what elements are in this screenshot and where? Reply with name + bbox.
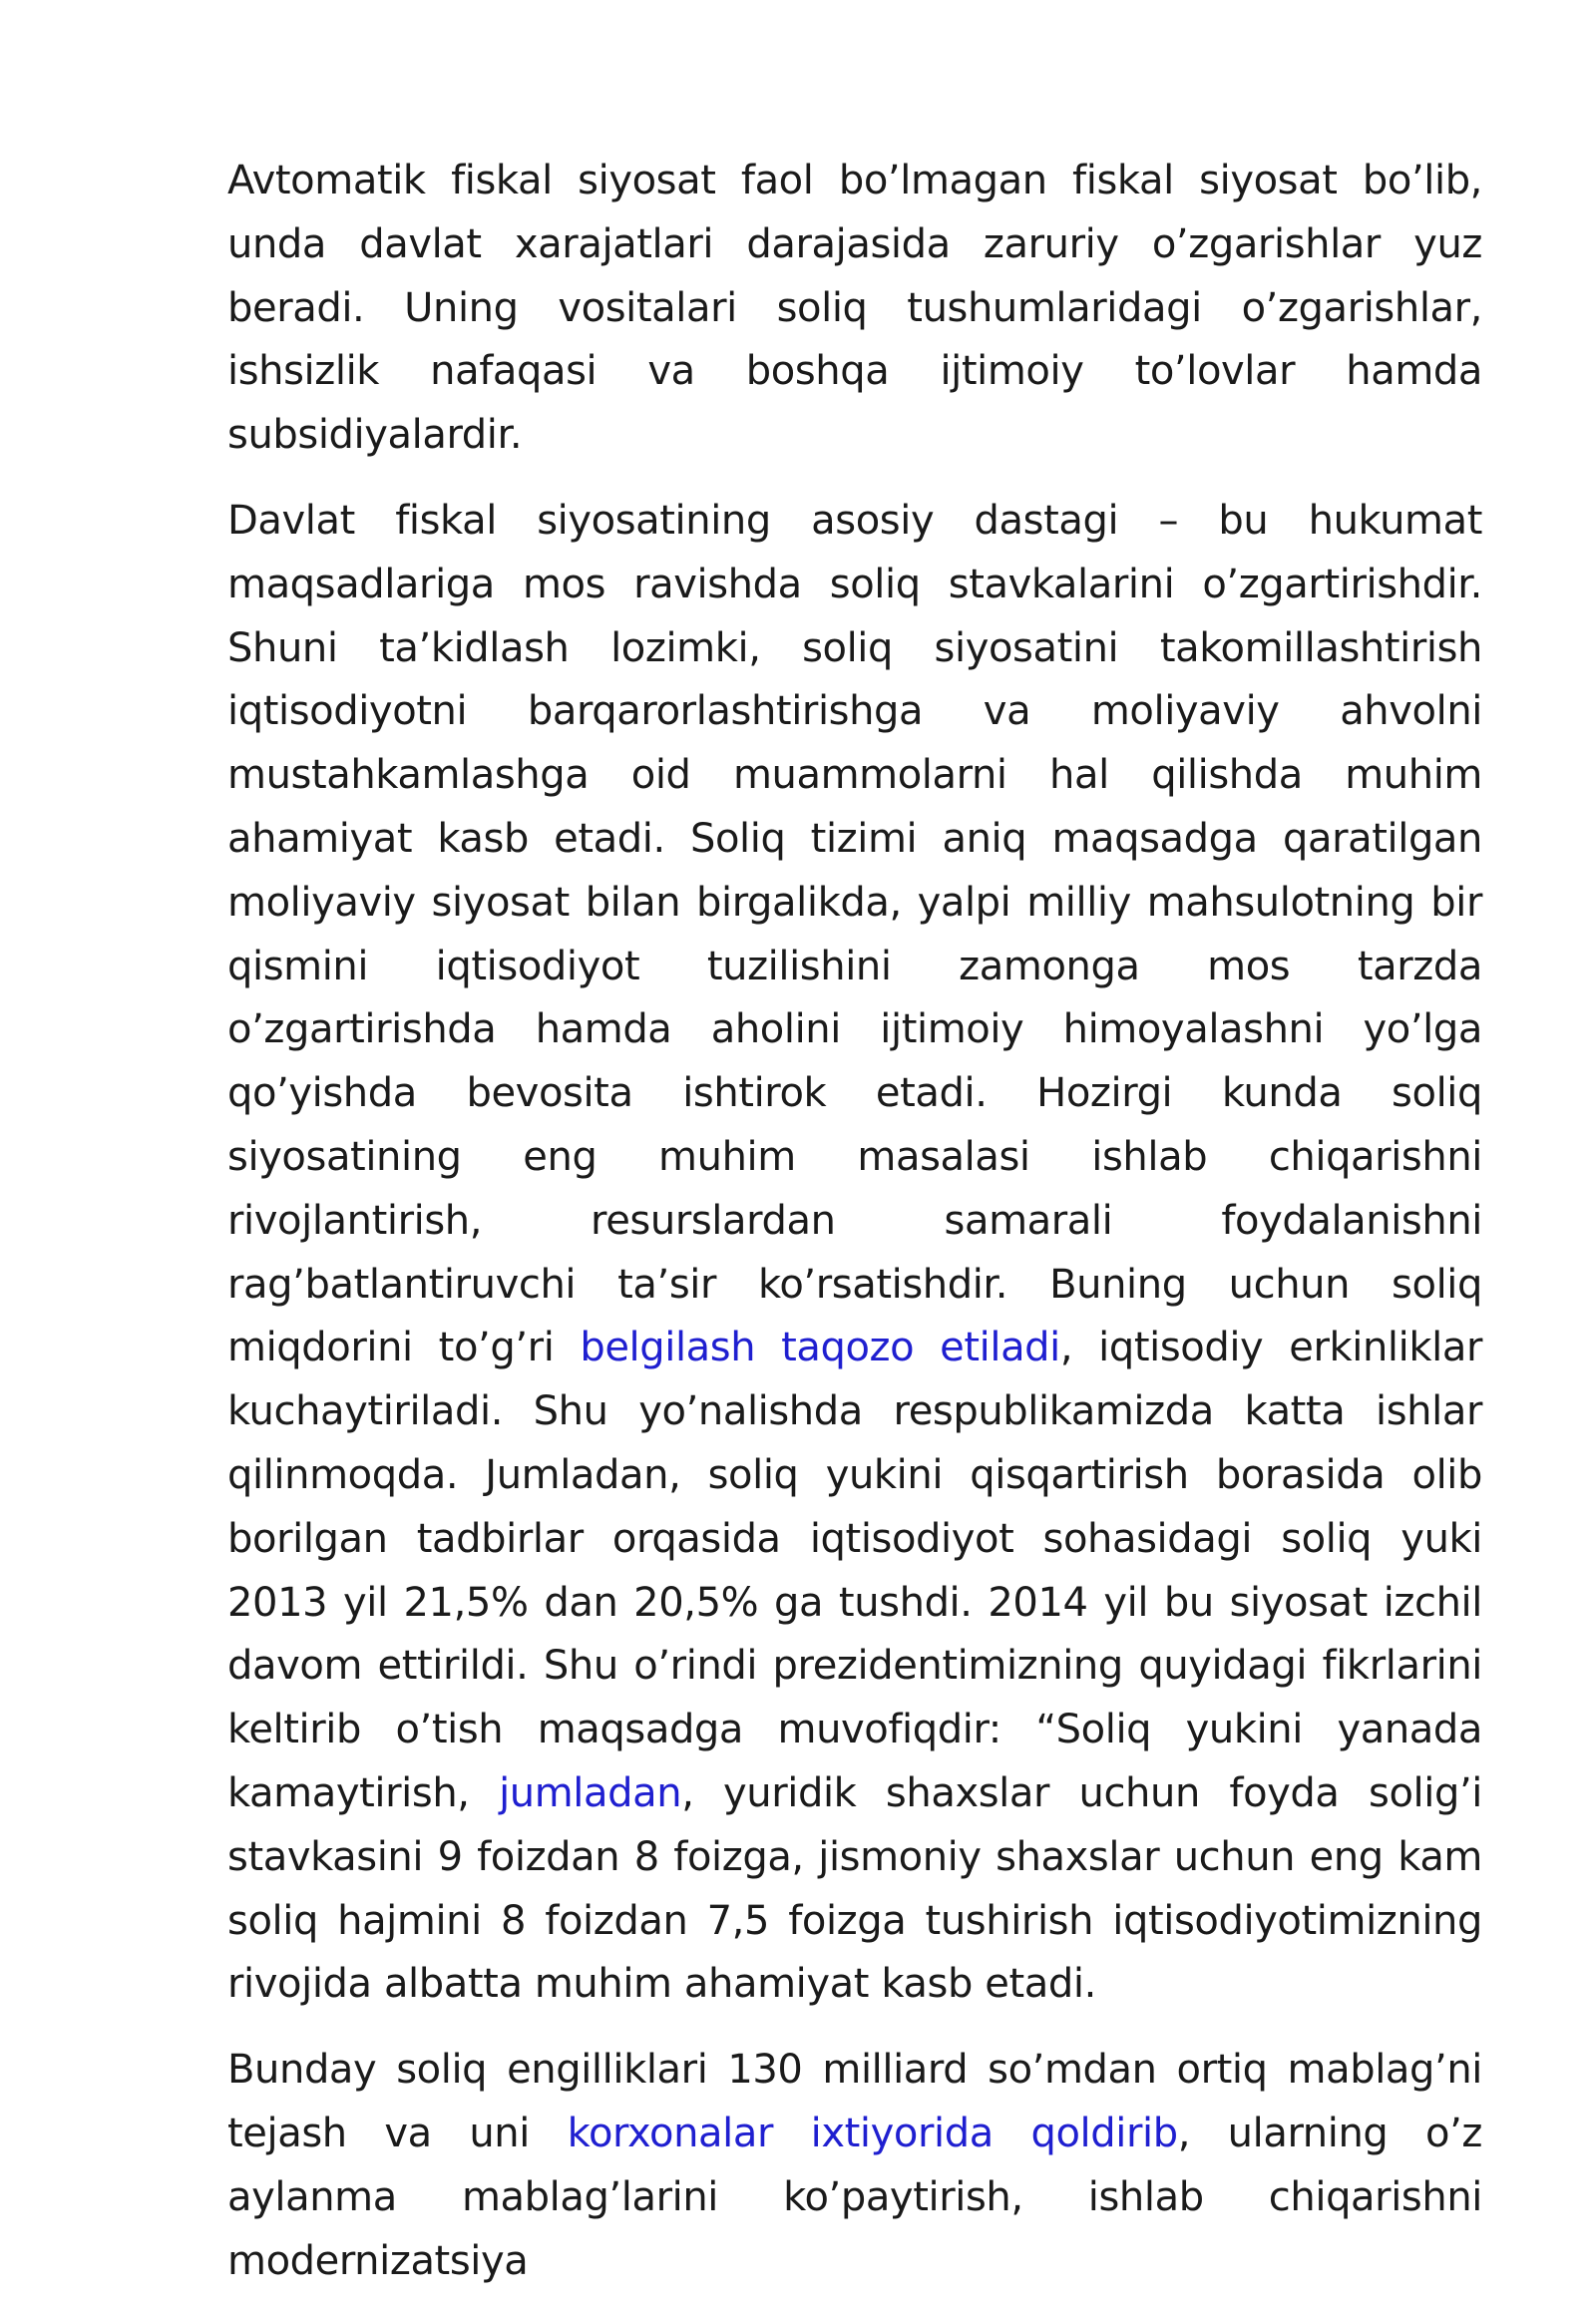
paragraph-3 xyxy=(227,2039,1482,2293)
paragraph-2-text-part-1: Davlat fiskal siyosatining asosiy dastagi – bu hukumat maqsadlariga mos ravishda soliq stavkalarini o’zgartirishdir. Shuni ta’kidlash lozimki, soliq siyosatini takomillashtirish iqtisodiyotni barqarorlashtirishga va moliyaviy ahvolni mustahkamlashga oid muammolarni hal qilishda muhim ahamiyat kasb etadi. Soliq tizimi aniq maqsadga qaratilgan moliyaviy siyosat bilan birgalikda, yalpi milliy mahsulotning bir qismini iqtisodiyot tuzilishini zamonga mos tarzda o’zgartirishda hamda aholini ijtimoiy himoyalashni yo’lga qo’yishda bevosita ishtirok etadi. Hozirgi kunda soliq siyosatining eng muhim masalasi ishlab chiqarishni rivojlantirish, resurslardan samarali foydalanishni rag’batlantiruvchi ta’sir ko’rsatishdir. Buning uchun soliq miqdorini to’g’ri xyxy=(227,497,1482,1371)
paragraph-2-text-part-2: , iqtisodiy erkinliklar kuchaytiriladi. Shu yo’nalishda respublikamizda katta ishlar qilinmoqda. Jumladan, soliq yukini qisqartirish borasida olib borilgan tadbirlar orqasida iqtisodiyot sohasidagi soliq yuki 2013 yil 21,5% dan 20,5% ga tushdi. 2014 yil bu siyosat izchil davom ettirildi. Shu o’rindi prezidentimizning quyidagi fikrlarini keltirib o’tish maqsadga muvofiqdir: “Soliq yukini yanada kamaytirish, xyxy=(227,1325,1482,1816)
paragraph-2 xyxy=(227,490,1482,2017)
paragraph-1 xyxy=(227,150,1482,468)
paragraph-2-text-part-3: , yuridik shaxslar uchun foyda solig’i stavkasini 9 foizdan 8 foizga, jismoniy shaxslar uchun eng kam soliq hajmini 8 foizdan 7,5 foizga tushirish iqtisodiyotimizning rivojida albatta muhim ahamiyat kasb etadi. xyxy=(227,1769,1482,2008)
document-body xyxy=(227,150,1482,2315)
paragraph-1-text: Avtomatik fiskal siyosat faol bo’lmagan fiskal siyosat bo’lib, unda davlat xarajatlari darajasida zaruriy o’zgarishlar yuz beradi. Uning vositalari soliq tushumlaridagi o’zgarishlar, ishsizlik nafaqasi va boshqa ijtimoiy to’lovlar hamda subsidiyalardir. xyxy=(227,158,1482,459)
hyperlink-korxonalar-ixtiyorida-qoldirib[interactable]: korxonalar ixtiyorida qoldirib xyxy=(567,2110,1178,2156)
hyperlink-belgilash-taqozo-etiladi[interactable]: belgilash taqozo etiladi xyxy=(580,1325,1060,1371)
hyperlink-jumladan[interactable]: jumladan xyxy=(499,1769,682,1816)
paragraph-3-text-part-1: Bunday soliq engilliklari 130 milliard so’mdan ortiq mablag’ni tejash va uni xyxy=(227,2047,1482,2156)
paragraph-3-text-part-2: , ularning o’z aylanma mablag’larini ko’paytirish, ishlab chiqarishni modernizatsiya xyxy=(227,2110,1483,2284)
